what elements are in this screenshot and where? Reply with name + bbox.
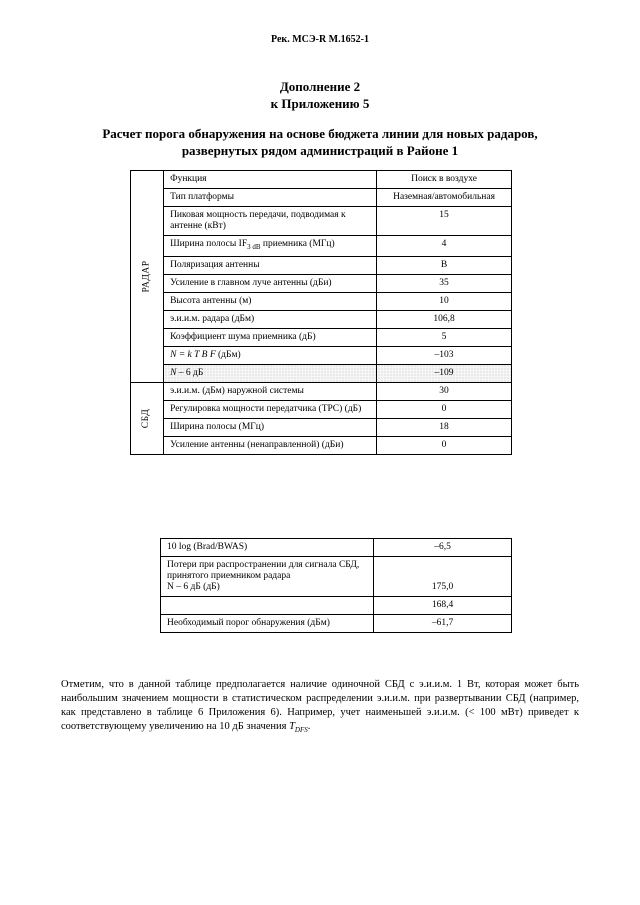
rlan-group-label: СБД xyxy=(141,408,152,429)
symbol-t: T xyxy=(289,721,295,732)
param-label: Поляризация антенны xyxy=(164,256,377,274)
threshold-table xyxy=(160,538,512,633)
title-line1: Расчет порога обнаружения на основе бюджета линии для новых радаров, xyxy=(102,126,538,141)
table-row xyxy=(131,436,512,454)
param-label: Усиление антенны (ненаправленной) (дБи) xyxy=(164,436,377,454)
table-row xyxy=(131,236,512,257)
param-value: –103 xyxy=(377,346,512,364)
table-row xyxy=(131,189,512,207)
symbol-subscript: DFS xyxy=(294,726,308,735)
param-value: –61,7 xyxy=(374,615,512,633)
param-label xyxy=(161,557,374,597)
param-value: 5 xyxy=(377,328,512,346)
param-label: 10 log (Brad/BWAS) xyxy=(161,539,374,557)
param-label: э.и.и.м. радара (дБм) xyxy=(164,310,377,328)
table-row xyxy=(131,400,512,418)
param-label: Ширина полосы (МГц) xyxy=(164,418,377,436)
table-row xyxy=(131,171,512,189)
paragraph-text: Отметим, что в данной таблице предполагается наличие одиночной СБД с э.и.и.м. 1 Вт, которая может быть наибольшим значением мощности в статистическом распределении э.и.и.м. при развертывании СБД (например, как представлено в таблице 6 Приложения 6). Например, учет наименьшей э.и.и.м. (< 100 мВт) приведет к соответствующему увеличению на 10 дБ значения xyxy=(61,679,579,732)
param-value: 168,4 xyxy=(374,597,512,615)
page-header: Рек. МСЭ-R M.1652-1 xyxy=(271,34,369,45)
table-row xyxy=(131,346,512,364)
table-row xyxy=(131,207,512,236)
param-value: 0 xyxy=(377,400,512,418)
label-formula: N = k T B F xyxy=(170,349,216,360)
param-value: 15 xyxy=(377,207,512,236)
title-line2: развернутых рядом администраций в Районе 1 xyxy=(181,143,459,158)
table-row xyxy=(131,418,512,436)
table-row xyxy=(161,557,512,597)
table-row xyxy=(161,597,512,615)
param-value: 18 xyxy=(377,418,512,436)
radar-group-cell xyxy=(131,171,164,383)
table-row xyxy=(131,382,512,400)
param-value: 175,0 xyxy=(374,557,512,597)
label-part: Потери при распространении для сигнала СБД, принятого приемником радара xyxy=(167,560,360,581)
label-subscript: 3 dB xyxy=(247,242,261,251)
table-row xyxy=(161,615,512,633)
supplement-line2: к Приложению 5 xyxy=(270,96,370,111)
radar-group-label: РАДАР xyxy=(141,260,152,293)
label-part: – 6 дБ xyxy=(176,367,204,378)
table-row xyxy=(131,328,512,346)
param-value: 4 xyxy=(377,236,512,257)
table-row xyxy=(131,310,512,328)
table-row xyxy=(131,256,512,274)
param-value: –109 xyxy=(377,364,512,382)
table-row xyxy=(161,539,512,557)
param-label: Функция xyxy=(164,171,377,189)
param-value: 10 xyxy=(377,292,512,310)
param-label xyxy=(164,346,377,364)
param-value: Поиск в воздухе xyxy=(377,171,512,189)
table-row xyxy=(131,292,512,310)
param-label xyxy=(161,597,374,615)
table-row xyxy=(131,274,512,292)
radar-rlan-table xyxy=(130,170,512,455)
param-value: 0 xyxy=(377,436,512,454)
label-formula: N xyxy=(170,367,177,378)
param-value: 106,8 xyxy=(377,310,512,328)
label-part: приемника (МГц) xyxy=(260,239,335,249)
param-label: Усиление в главном луче антенны (дБи) xyxy=(164,274,377,292)
param-label: Пиковая мощность передачи, подводимая к антенне (кВт) xyxy=(164,207,377,236)
param-label xyxy=(164,236,377,257)
param-label: Тип платформы xyxy=(164,189,377,207)
supplement-heading xyxy=(0,78,640,112)
param-value: Наземная/автомобильная xyxy=(377,189,512,207)
param-label: Необходимый порог обнаружения (дБм) xyxy=(161,615,374,633)
param-value: –6,5 xyxy=(374,539,512,557)
param-label: э.и.и.м. (дБм) наружной системы xyxy=(164,382,377,400)
param-label: Регулировка мощности передатчика (TPC) (дБ) xyxy=(164,400,377,418)
param-value: 30 xyxy=(377,382,512,400)
rlan-group-cell xyxy=(131,382,164,454)
param-value: В xyxy=(377,256,512,274)
table-row-shaded xyxy=(131,364,512,382)
param-label: Коэффициент шума приемника (дБ) xyxy=(164,328,377,346)
param-label xyxy=(164,364,377,382)
paragraph-end: . xyxy=(307,721,311,732)
note-paragraph xyxy=(61,678,579,737)
document-title xyxy=(50,125,590,159)
label-part: (дБм) xyxy=(215,349,241,360)
param-value: 35 xyxy=(377,274,512,292)
label-part: N – 6 дБ (дБ) xyxy=(167,582,220,592)
supplement-line1: Дополнение 2 xyxy=(279,79,361,94)
label-part: Ширина полосы IF xyxy=(170,239,248,249)
param-label: Высота антенны (м) xyxy=(164,292,377,310)
